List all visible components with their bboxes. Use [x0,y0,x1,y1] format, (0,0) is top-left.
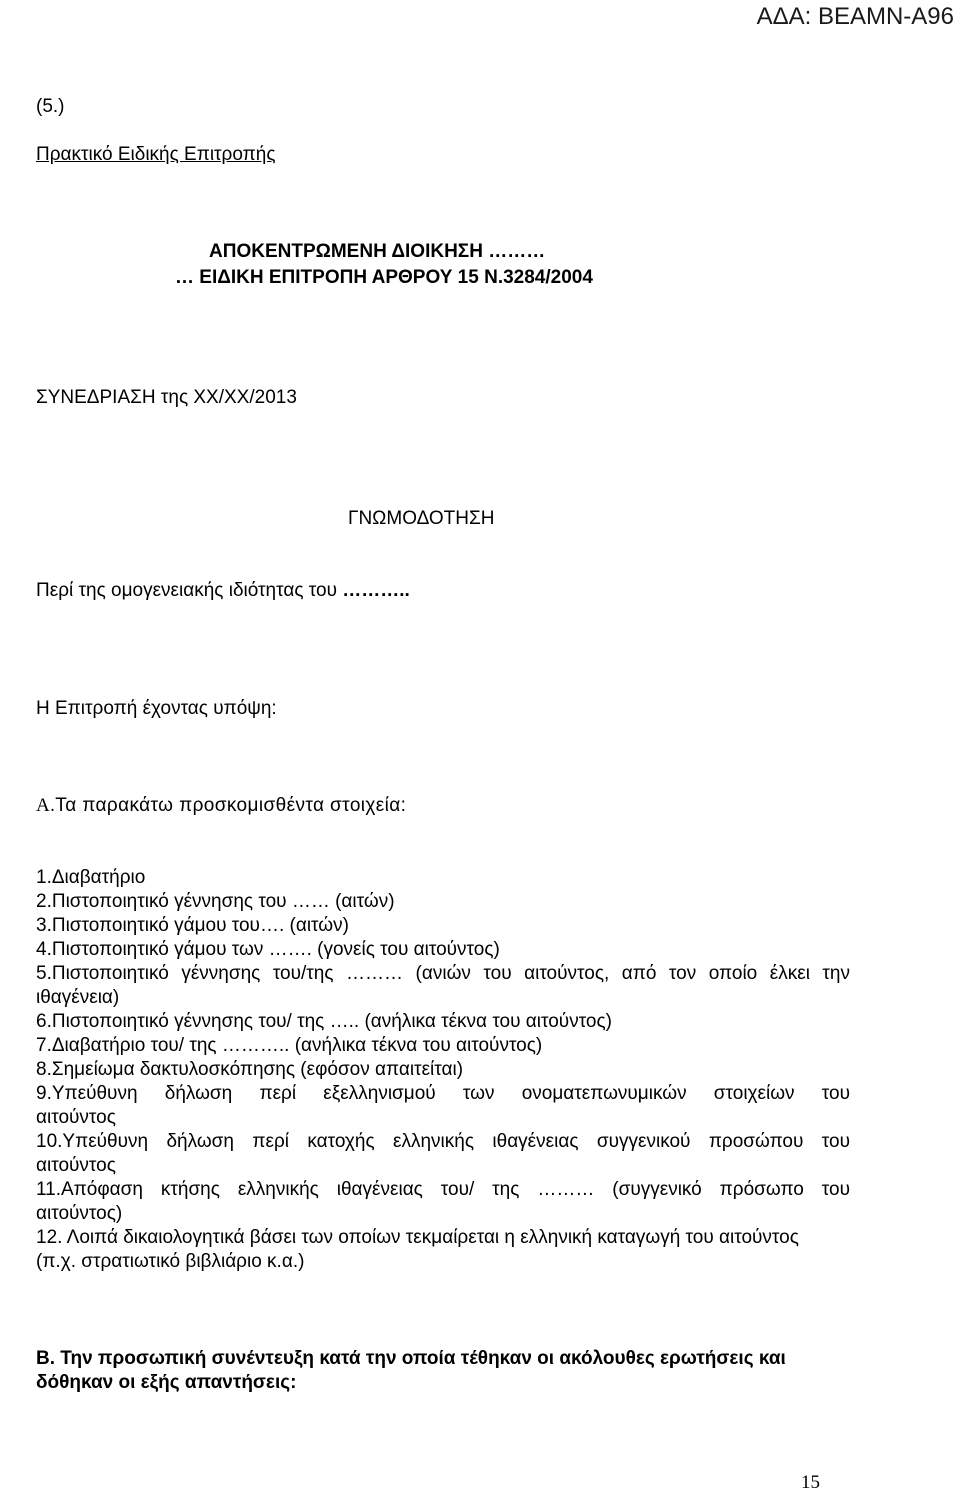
list-item: 6.Πιστοποιητικό γέννησης του/ της ….. (ανήλικα τέκνα του αιτούντος) [36,1011,612,1032]
ada-code: ΑΔΑ: ΒΕΑΜΝ-Α96 [756,3,954,30]
list-item: 11.Απόφαση κτήσης ελληνικής ιθαγένειας του/ της ……… (συγγενικό πρόσωπο του [36,1179,850,1200]
subject-line [36,580,410,602]
list-item: 12. Λοιπά δικαιολογητικά βάσει των οποίων τεκμαίρεται η ελληνική καταγωγή του αιτούντος [36,1227,799,1248]
document-title: Πρακτικό Ειδικής Επιτροπής [36,144,276,165]
list-item: 10.Υπεύθυνη δήλωση περί κατοχής ελληνικής ιθαγένειας συγγενικού προσώπου του [36,1131,850,1152]
section-a-heading [36,795,406,817]
authority-line-1: ΑΠΟΚΕΝΤΡΩΜΕΝΗ ΔΙΟΙΚΗΣΗ ……… [209,241,546,262]
considering-line: Η Επιτροπή έχοντας υπόψη: [36,698,277,719]
list-item-continued: αιτούντος [36,1107,116,1128]
list-item-continued: ιθαγένεια) [36,987,120,1008]
section-b-paragraph: Β. Την προσωπική συνέντευξη κατά την οποία τέθηκαν οι ακόλουθες ερωτήσεις και δόθηκαν οι εξής απαντήσεις: [36,1348,786,1393]
list-item: 5.Πιστοποιητικό γέννησης του/της ……… (ανιών του αιτούντος, από τον οποίο έλκει την [36,963,850,984]
subject-text: Περί της ομογενειακής ιδιότητας του [36,580,343,601]
section-number: (5.) [36,96,65,117]
list-item: 7.Διαβατήριο του/ της ……….. (ανήλικα τέκνα του αιτούντος) [36,1035,543,1056]
page-number: 15 [801,1472,820,1493]
list-item-continued: αιτούντος [36,1155,116,1176]
list-item: 1.Διαβατήριο [36,867,146,888]
opinion-heading: ΓΝΩΜΟΔΟΤΗΣΗ [348,508,495,529]
list-item-continued: (π.χ. στρατιωτικό βιβλιάριο κ.α.) [36,1251,305,1272]
list-item-continued: αιτούντος) [36,1203,123,1224]
section-a-letter: Α. [36,795,56,816]
list-item: 3.Πιστοποιητικό γάμου του…. (αιτών) [36,915,349,936]
authority-line-2: … ΕΙΔΙΚΗ ΕΠΙΤΡΟΠΗ ΑΡΘΡΟΥ 15 Ν.3284/2004 [175,267,593,288]
section-a-text: Τα παρακάτω προσκομισθέντα στοιχεία: [55,795,407,816]
list-item: 4.Πιστοποιητικό γάμου των ……. (γονείς του αιτούντος) [36,939,500,960]
session-line: ΣΥΝΕΔΡΙΑΣΗ της ΧΧ/ΧΧ/2013 [36,387,297,408]
list-item: 2.Πιστοποιητικό γέννησης του …… (αιτών) [36,891,395,912]
list-item: 9.Υπεύθυνη δήλωση περί εξελληνισμού των ονοματεπωνυμικών στοιχείων του [36,1083,850,1104]
subject-dots: ……….. [342,580,410,601]
list-item: 8.Σημείωμα δακτυλοσκόπησης (εφόσον απαιτείται) [36,1059,464,1080]
